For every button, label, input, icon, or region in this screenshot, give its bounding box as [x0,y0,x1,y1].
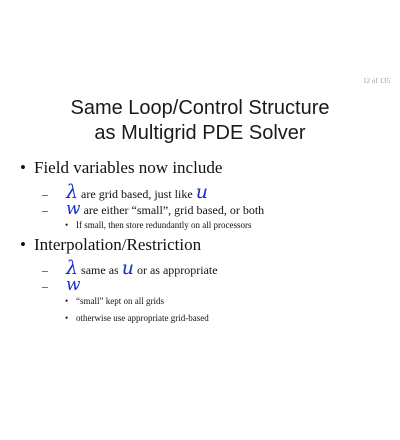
subsubitem-text: If small, then store redundantly on all processors [76,220,252,230]
dash-marker: – [42,203,48,217]
lambda-symbol: λ [66,257,79,279]
w-symbol: w [66,275,81,295]
w-symbol: w [66,199,81,219]
subsubitem-text: “small” kept on all grids [76,296,164,306]
bullet-text: Interpolation/Restriction [34,235,202,254]
subitem-text: same as [81,263,119,277]
slide-title [0,96,400,146]
bullet-field-variables [20,158,223,178]
page-number: 12 of 135 [363,77,390,85]
subitem-text: are grid based, just like [81,187,193,201]
dot-marker: • [65,220,69,230]
subsubitem-text: otherwise use appropriate grid-based [76,313,209,323]
lambda-symbol: λ [66,181,79,203]
bullet-interpolation-restriction [20,235,202,255]
dash-marker: – [42,263,48,277]
subsubitem-small-kept [65,296,164,306]
dash-marker: – [42,279,48,293]
bullet-text: Field variables now include [34,158,223,177]
dot-marker: • [65,296,69,306]
subitem-w-small-or-grid [42,199,264,219]
subitem-text-2: or as appropriate [136,263,218,277]
u-symbol: u [121,257,134,279]
dot-marker: • [65,313,69,323]
subsubitem-otherwise-grid-based [65,313,209,323]
bullet-marker: • [20,235,26,254]
bullet-marker: • [20,158,26,177]
subitem-text: are either “small”, grid based, or both [83,203,265,217]
u-symbol: u [195,181,208,203]
title-line-2: as Multigrid PDE Solver [94,122,306,144]
subitem-w [42,275,81,295]
title-line-1: Same Loop/Control Structure [70,97,330,119]
dash-marker: – [42,187,48,201]
subsubitem-store-redundantly [65,220,252,230]
